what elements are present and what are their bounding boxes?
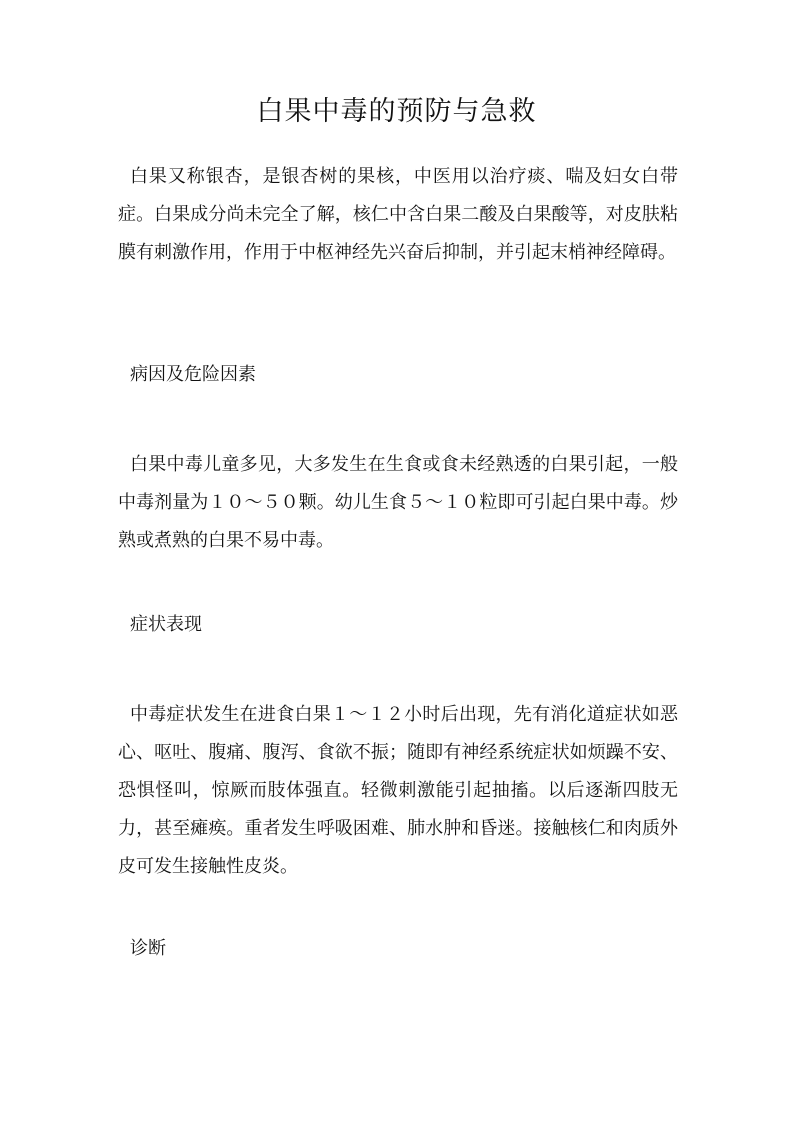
document-title: 白果中毒的预防与急救: [256, 96, 537, 127]
section-body-causes: 白果中毒儿童多见，大多发生在生食或食未经熟透的白果引起，一般中毒剂量为１０～５０颗。幼儿生食５～１０粒即可引起白果中毒。炒熟或煮熟的白果不易中毒。: [118, 454, 678, 551]
section-heading-diagnosis: 诊断: [130, 938, 166, 959]
section-heading-symptoms: 症状表现: [130, 614, 202, 635]
intro-paragraph: 白果又称银杏，是银杏树的果核，中医用以治疗痰、喘及妇女白带症。白果成分尚未完全了解，核仁中含白果二酸及白果酸等，对皮肤粘膜有刺激作用，作用于中枢神经先兴奋后抑制，并引起末梢神经障碍。: [118, 166, 678, 263]
section-heading-causes: 病因及危险因素: [130, 364, 256, 385]
section-body-symptoms: 中毒症状发生在进食白果１～１２小时后出现，先有消化道症状如恶心、呕吐、腹痛、腹泻、食欲不振；随即有神经系统症状如烦躁不安、恐惧怪叫，惊厥而肢体强直。轻微刺激能引起抽搐。以后逐渐四肢无力，甚至瘫痪。重者发生呼吸困难、肺水肿和昏迷。接触核仁和肉质外皮可发生接触性皮炎。: [118, 704, 678, 877]
